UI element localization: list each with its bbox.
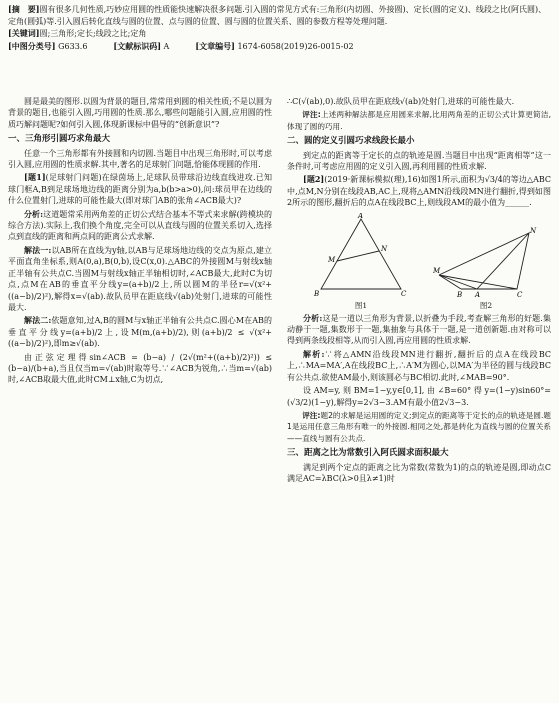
section1-paragraph: 任意一个三角形都有外接圆和内切圆.当题目中出现三角形时,可以考虑引入圆,应用圆的性质求解.其中,著名的足球射门问题,恰能体现圆的作用. <box>8 148 272 170</box>
figure-2-diagram <box>433 213 539 299</box>
figures <box>287 213 551 309</box>
comment1 <box>287 109 551 132</box>
problem2-label: [题2] <box>303 174 325 185</box>
keywords-label: [关键词] <box>8 28 40 38</box>
art-value: 1674-6058(2019)26-0015-02 <box>237 41 354 51</box>
fig2-label-a: A <box>475 290 481 299</box>
comment2-text: 题2的求解是运用圆的定义;到定点的距离等于定长的点的轨迹是圆.题1是运用任意三角形有唯一的外接圆.相同之处,都是转化为直线与圆的位置关系——直线与圆有公共点. <box>287 410 551 443</box>
fig2-label-m: M <box>433 266 441 275</box>
clc-field <box>8 41 87 53</box>
comment2 <box>287 410 551 444</box>
classification-line <box>8 41 551 53</box>
solution-p2 <box>287 349 551 383</box>
figure-1-diagram <box>313 213 409 299</box>
analysis2-label: 分析: <box>303 312 323 323</box>
solution1-text: 以AB所在直线为y轴,以AB与足球场地边线的交点为原点,建立平面直角坐标系,则A(0,a),B(0,b),设C(x,0).△ABC的外接圆M与射线x轴正半轴有公共点C.当圆M与射线x轴正半轴相切时,∠ACB最大,此时C为切点,点M在AB的垂直平分线y=(a+b)/2上,所以圆M的半径r=√(x²+((a−b)/2)²),解得x=√(ab).故队员甲在距底线√(ab)处射门,进球的可能性最大. <box>8 245 273 312</box>
fig1-label-b: B <box>314 289 320 298</box>
solution1-label: 解法一: <box>24 244 52 255</box>
solution2 <box>8 315 272 349</box>
art-field <box>195 41 353 53</box>
analysis2 <box>287 313 551 347</box>
figure-1 <box>313 213 409 312</box>
problem1 <box>8 172 272 206</box>
solution2-continued: 由正弦定理得sin∠ACB = (b−a) / (2√(m²+((a+b)/2)²)) ≤ (b−a)/(b+a),当且仅当m=√(ab)时取等号.∵∠ACB为锐角,∴当m=√(ab)时,∠ACB取最大值,此时CM⊥x轴,C为切点, <box>8 352 272 385</box>
figure-2 <box>433 213 539 312</box>
left-column <box>8 96 272 388</box>
fig1-label-a: A <box>358 212 364 220</box>
intro-paragraph: 圆是最美的图形.以圆为背景的题目,常常用到圆的相关性质;不是以圆为背景的题目,也能引入圆,巧用圆的性质.那么,哪些问题能引入圆,应用圆的性质巧解问题呢?如何引入圆,体现新课标中倡导的“创新意识”? <box>8 97 272 129</box>
doc-field <box>113 41 169 53</box>
abstract-block <box>8 4 551 52</box>
fig2-label-n: N <box>530 226 537 235</box>
solution-p2-label: 解析: <box>303 348 325 359</box>
problem1-label: [题1] <box>24 172 46 183</box>
analysis1-label: 分析: <box>24 208 44 219</box>
fig1-label-c: C <box>401 289 407 298</box>
comment1-text: 上述两种解法都是应用圆来求解,比用两角差的正切公式计算更简洁,体现了圆的巧用. <box>287 110 551 131</box>
abstract-paragraph <box>8 4 551 27</box>
analysis1-text: 这道题常采用两角差的正切公式结合基本不等式来求解(跨模块的综合方法).实际上,我们换个角度,完全可以从直线与圆的位置关系切入,选择点到直线的距离和两点间的距离公式求解. <box>8 209 272 242</box>
solution2-label: 解法二: <box>24 315 52 326</box>
figure-2-caption: 图2 <box>479 301 493 311</box>
fig2-label-c: C <box>517 290 523 299</box>
solution1 <box>8 245 272 313</box>
fig2-label-b: B <box>457 290 463 299</box>
solution-p2-text-a: ∵将△AMN沿线段MN进行翻折,翻折后的点A在线段BC上,∴MA=MA′,A在线段BC上,∴A′M为圆心,以MA′为半径的圆与线段BC有公共点.欲使AM最小,则该圆必与BC相切.此时,∠MAB=90°. <box>287 349 552 382</box>
fig1-label-m: M <box>328 255 336 264</box>
fig1-label-n: N <box>381 244 388 253</box>
keywords-line <box>8 28 551 40</box>
solution-p2-continued: 设AM=y,则BM=1−y,y∈[0,1],由∠B=60°得y=(1−y)sin60°=(√3/2)(1−y),解得y=2√3−3.AM有最小值2√3−3. <box>287 386 551 407</box>
comment2-label: 评注: <box>302 410 321 420</box>
section-heading-2: 二、圆的定义引圆巧求线段长最小 <box>287 136 415 147</box>
right-column <box>287 96 551 486</box>
art-label: [文章编号] <box>195 40 235 51</box>
abstract-text: 圆有很多几何性质,巧妙应用圆的性质能快速解决很多问题.引入圆的常见方式有:三角形(内切圆、外接圆)、定长(圆的定义)、线段之比(阿氏圆)、定角(圆弧)等.引入圆后转化直线与圆的位置、点与圆的位置、圆与圆的位置关系、圆的参数方程等处理问题. <box>8 5 547 26</box>
clc-value: G633.6 <box>58 41 88 51</box>
analysis2-text: 这是一道以三角形为背景,以折叠为手段,考查解三角形的好题.集动静于一题,集数形于一题,集抽象与具体于一题,是一道创新题.由对称可以得到两条线段相等,从而引入圆,再应用圆的性质求解. <box>287 313 551 346</box>
section3-paragraph: 满足到两个定点的距离之比为常数(常数为1)的点的轨迹是圆,即动点C满足AC=λBC(λ>0且λ≠1)时 <box>287 462 551 483</box>
section-heading-1: 一、三角形引圆巧求角最大 <box>8 134 111 145</box>
analysis1 <box>8 209 272 243</box>
section2-paragraph: 到定点的距离等于定长的点的轨迹是圆.当题目中出现“距离相等”这一条件时,可考虑应用圆的定义引入圆,再利用圆的性质求解. <box>287 150 551 172</box>
doc-label: [文献标识码] <box>113 40 161 51</box>
problem2-text: (2019·新课标模拟(理),16)如图1所示,面积为√3/4的等边△ABC中,点M,N分别在线段AB,AC上,现将△AMN沿线段MN进行翻折,得到如图2所示的图形,翻折后的点A在线段BC上,则线段AM的最小值为______. <box>287 175 552 208</box>
figure-1-caption: 图1 <box>354 301 368 311</box>
keywords-text: 圆;三角形;定长;线段之比;定角 <box>39 29 147 38</box>
section-heading-3: 三、距离之比为常数引入阿氏圆求面积最大 <box>287 448 449 459</box>
problem1-text: (足球射门问题)在绿茵场上,足球队员带球沿边线直线进攻.已知球门框A,B到足球场地边线的距离分别为a,b(b>a>0),问:球员甲在边线的什么位置射门,进球的可能性最大(即对球门AB的张角∠ACB最大)? <box>8 173 272 206</box>
clc-label: [中图分类号] <box>8 40 56 51</box>
continued-paragraph: ∴C(√(ab),0).故队员甲在距底线√(ab)处射门,进球的可能性最大. <box>287 97 515 106</box>
abstract-label: [摘 要] <box>8 4 40 14</box>
comment1-label: 评注: <box>302 110 321 120</box>
doc-value: A <box>163 41 170 51</box>
problem2 <box>287 174 551 208</box>
solution2-text-a: 依题意知,过A,B的圆M与x轴正半轴有公共点C.圆心M在AB的垂直平分线y=(a+b)/2上,设M(m,(a+b)/2),则(a+b)/2 ≤ √(x²+((a−b)/2)²),即m≥√(ab). <box>8 316 273 349</box>
